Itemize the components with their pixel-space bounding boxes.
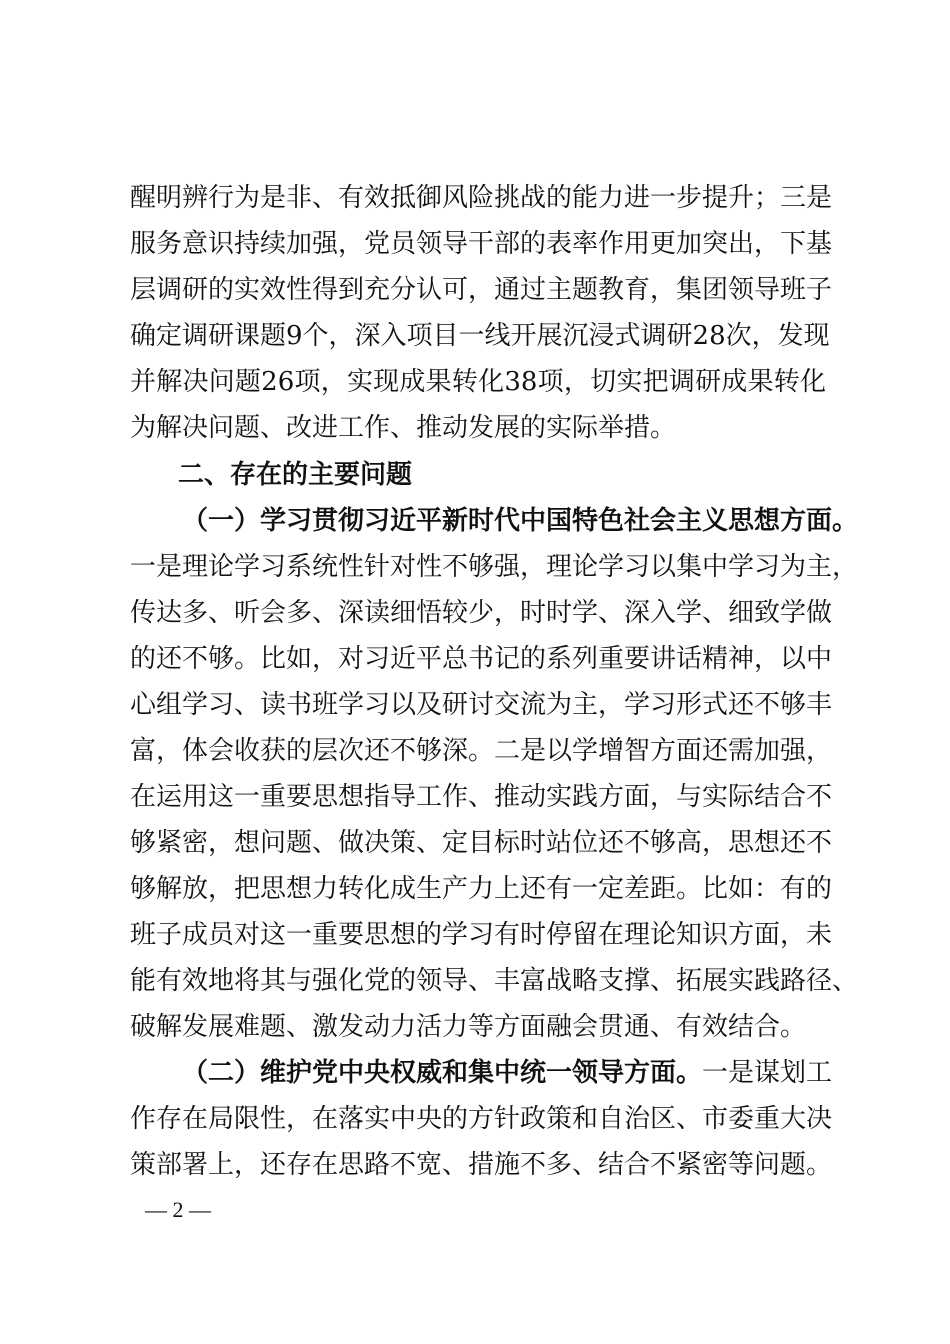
paragraph-line: 富，体会收获的层次还不够深。二是以学增智方面还需加强， <box>130 736 833 766</box>
paragraph-line: 够紧密，想问题、做决策、定目标时站位还不够高，思想还不 <box>130 828 833 858</box>
paragraph-line: 策部署上，还存在思路不宽、措施不多、结合不紧密等问题。 <box>130 1150 833 1180</box>
paragraph-line: 醒明辨行为是非、有效抵御风险挑战的能力进一步提升；三是 <box>130 183 833 213</box>
paragraph-line: 的还不够。比如，对习近平总书记的系列重要讲话精神，以中 <box>130 644 833 674</box>
item-heading-rest: 一是谋划工 <box>702 1058 833 1088</box>
item-heading: （二）维护党中央权威和集中统一领导方面。 <box>182 1058 703 1088</box>
paragraph-line: 够解放，把思想力转化成生产力上还有一定差距。比如：有的 <box>130 874 833 904</box>
item-heading-line <box>182 1056 833 1090</box>
paragraph-line: 心组学习、读书班学习以及研讨交流为主，学习形式还不够丰 <box>130 690 833 720</box>
paragraph-line: 破解发展难题、激发动力活力等方面融会贯通、有效结合。 <box>130 1012 807 1042</box>
paragraph-line: 服务意识持续加强，党员领导干部的表率作用更加突出，下基 <box>130 229 833 259</box>
paragraph-line: 层调研的实效性得到充分认可，通过主题教育，集团领导班子 <box>130 275 833 305</box>
paragraph-line: 作存在局限性，在落实中央的方针政策和自治区、市委重大决 <box>130 1104 833 1134</box>
item-heading: （一）学习贯彻习近平新时代中国特色社会主义思想方面。 <box>182 506 859 536</box>
paragraph-line: 班子成员对这一重要思想的学习有时停留在理论知识方面，未 <box>130 920 833 950</box>
section-heading: 二、存在的主要问题 <box>178 460 413 490</box>
paragraph-line: 在运用这一重要思想指导工作、推动实践方面，与实际结合不 <box>130 782 833 812</box>
paragraph-line: 并解决问题26项，实现成果转化38项，切实把调研成果转化 <box>130 367 826 397</box>
page-number: — 2 — <box>145 1197 211 1222</box>
paragraph-line: 一是理论学习系统性针对性不够强，理论学习以集中学习为主， <box>130 552 859 582</box>
paragraph-line: 为解决问题、改进工作、推动发展的实际举措。 <box>130 413 677 443</box>
paragraph-line: 确定调研课题9个，深入项目一线开展沉浸式调研28次，发现 <box>130 321 830 351</box>
paragraph-line: 传达多、听会多、深读细悟较少，时时学、深入学、细致学做 <box>130 598 833 628</box>
paragraph-line: 能有效地将其与强化党的领导、丰富战略支撑、拓展实践路径、 <box>130 966 859 996</box>
